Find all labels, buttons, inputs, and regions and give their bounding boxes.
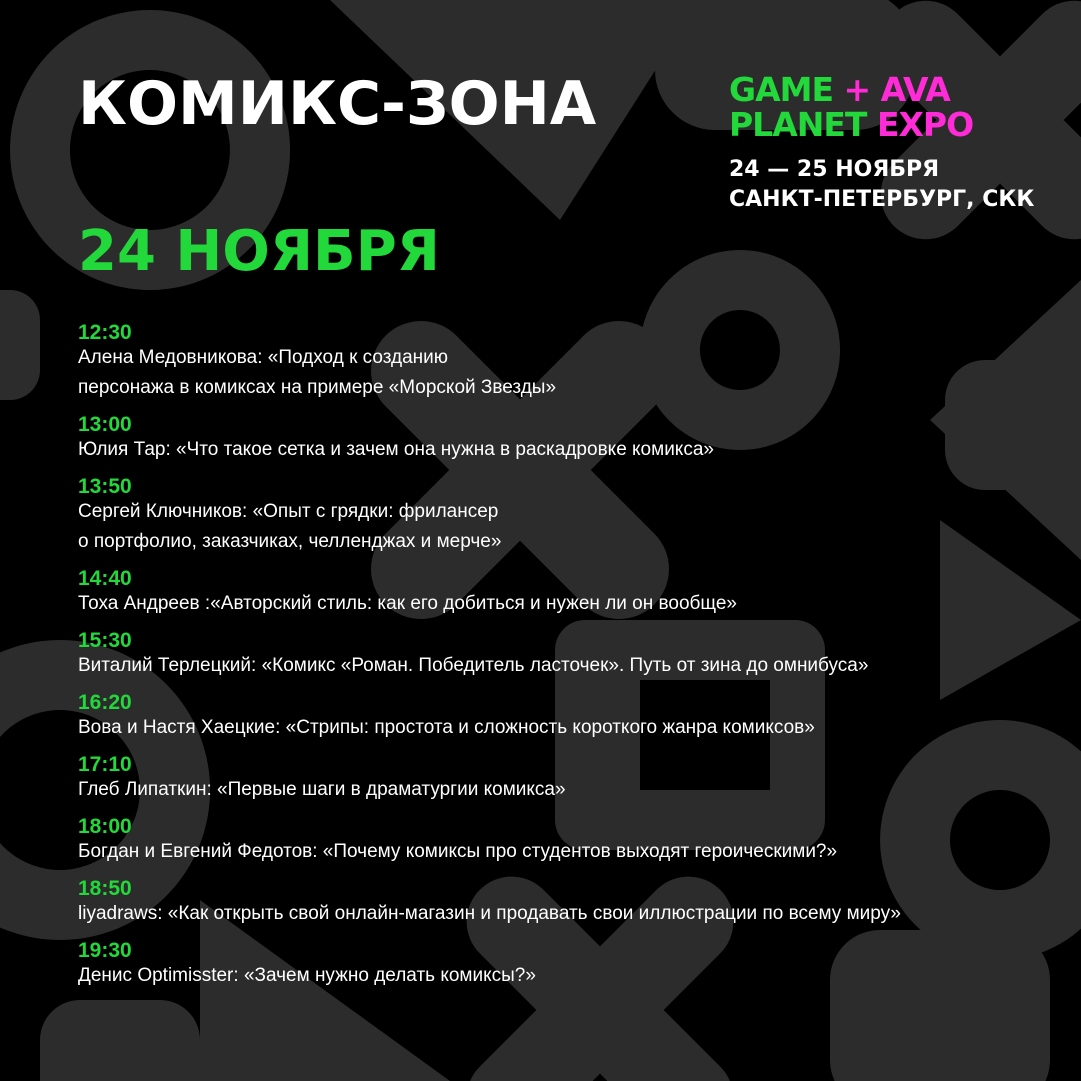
talk-title: liyadraws: «Как открыть свой онлайн-магазин и продавать свои иллюстрации по всему миру» <box>78 903 901 924</box>
talk-time: 19:30 <box>78 939 132 962</box>
talk-time: 15:30 <box>78 629 132 652</box>
talk-time: 18:00 <box>78 815 132 838</box>
schedule-item <box>78 938 1058 991</box>
schedule-item <box>78 566 1058 619</box>
rounded-square-shape <box>40 1000 200 1081</box>
talk-time: 13:00 <box>78 413 132 436</box>
day-heading: 24 НОЯБРЯ <box>78 219 440 284</box>
event-info <box>729 155 1034 215</box>
logo-word-expo: EXPO <box>876 105 974 144</box>
talk-title: Алена Медовникова: «Подход к созданию персонажа в комиксах на примере «Морской Звезды» <box>78 347 557 398</box>
talk-title: Денис Optimisster: «Зачем нужно делать комиксы?» <box>78 965 536 986</box>
schedule-list <box>78 320 1058 1000</box>
event-location: САНКТ-ПЕТЕРБУРГ, СКК <box>729 187 1035 212</box>
schedule-item <box>78 876 1058 929</box>
schedule-item <box>78 814 1058 867</box>
talk-title: Сергей Ключников: «Опыт с грядки: фрилансер о портфолио, заказчиках, челленджах и мерче» <box>78 501 502 552</box>
page-title: КОМИКС-ЗОНА <box>78 69 597 139</box>
schedule-item <box>78 320 1058 403</box>
schedule-item <box>78 690 1058 743</box>
schedule-item <box>78 628 1058 681</box>
talk-time: 17:10 <box>78 753 132 776</box>
talk-title: Глеб Липаткин: «Первые шаги в драматургии комикса» <box>78 779 566 800</box>
talk-time: 13:50 <box>78 475 132 498</box>
logo-line-2 <box>729 107 973 142</box>
logo-word-ava: AVA <box>880 70 950 109</box>
logo-word-planet: PLANET <box>729 105 867 144</box>
talk-time: 18:50 <box>78 877 132 900</box>
logo-plus: + <box>843 70 871 109</box>
logo-line-1 <box>729 72 973 107</box>
schedule-item <box>78 412 1058 465</box>
talk-title: Виталий Терлецкий: «Комикс «Роман. Победитель ласточек». Путь от зина до омнибуса» <box>78 655 869 676</box>
logo-word-game: GAME <box>729 70 834 109</box>
talk-title: Тоха Андреев :«Авторский стиль: как его добиться и нужен ли он вообще» <box>78 593 737 614</box>
schedule-item <box>78 474 1058 557</box>
talk-time: 16:20 <box>78 691 132 714</box>
talk-title: Юлия Тар: «Что такое сетка и зачем она нужна в раскадровке комикса» <box>78 439 714 460</box>
talk-title: Богдан и Евгений Федотов: «Почему комиксы про студентов выходят героическими?» <box>78 841 838 862</box>
rounded-square-shape <box>0 290 40 400</box>
talk-time: 14:40 <box>78 567 132 590</box>
schedule-item <box>78 752 1058 805</box>
event-logo <box>729 72 973 142</box>
talk-title: Вова и Настя Хаецкие: «Стрипы: простота и сложность короткого жанра комиксов» <box>78 717 815 738</box>
talk-time: 12:30 <box>78 321 132 344</box>
event-dates: 24 — 25 НОЯБРЯ <box>729 157 940 182</box>
